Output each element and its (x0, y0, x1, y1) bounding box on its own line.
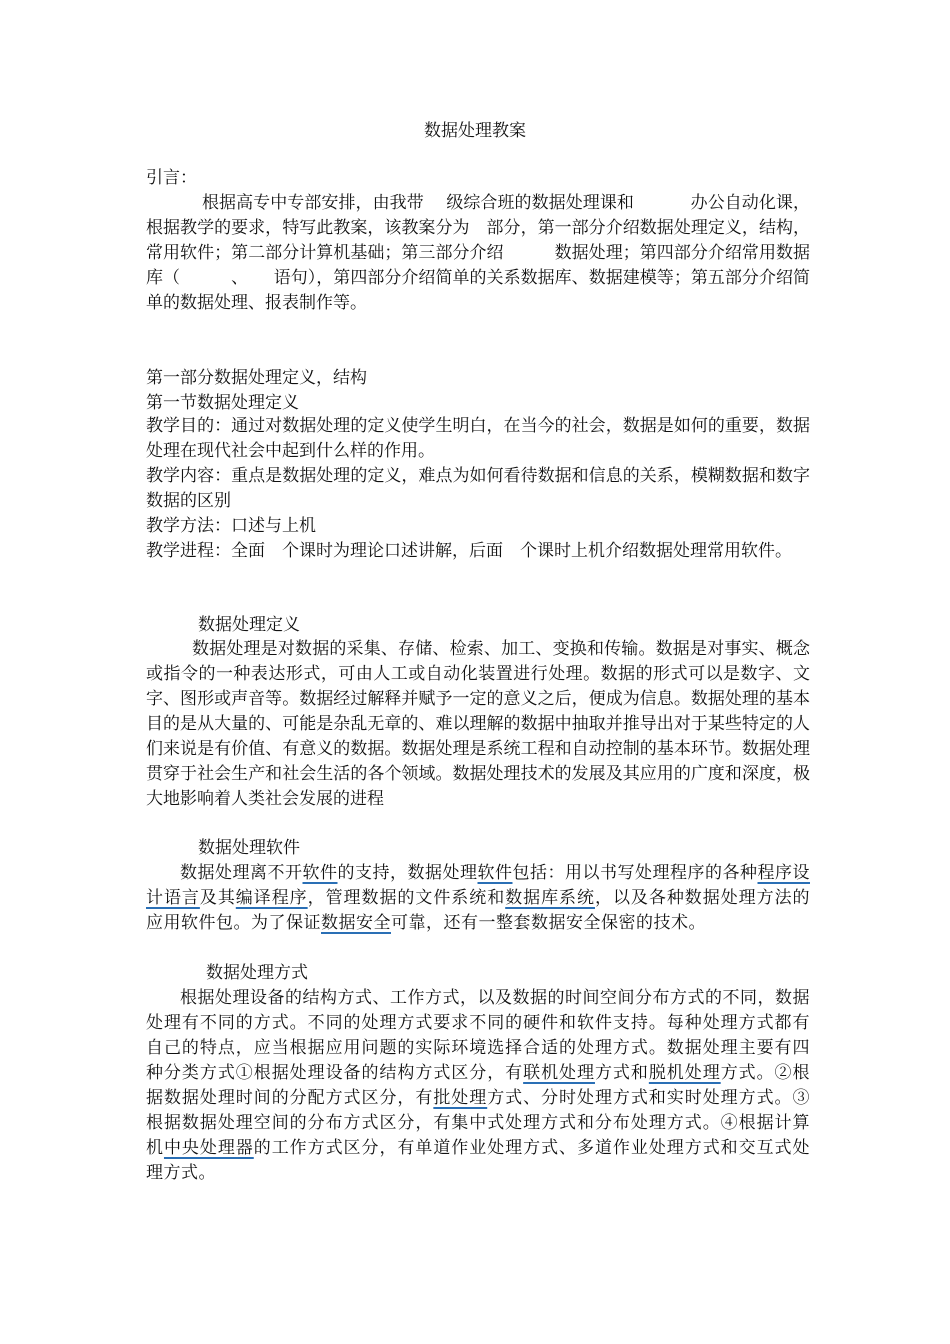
software-text: ，管理数据的文件系统和 (307, 888, 506, 908)
section1-heading: 第一节数据处理定义 (146, 393, 299, 413)
mode-paragraph (146, 986, 810, 1186)
intro-paragraph: 根据高专中专部安排，由我带 级综合班的数据处理课和 办公自动化课，根据教学的要求，特写此教案，该教案分为 部分，第一部分介绍数据处理定义，结构，常用软件；第二部分计算机基础；第三部分介绍 数据处理；第四部分介绍常用数据库（ 、 语句），第四部分介绍简单的关系数据库、数据建模等；第五部分介绍简单的数据处理、报表制作等。 (146, 193, 810, 313)
definition-paragraph: 数据处理是对数据的采集、存储、检索、加工、变换和传输。数据是对事实、概念或指令的一种表达形式，可由人工或自动化装置进行处理。数据的形式可以是数字、文字、图形或声音等。数据经过解释并赋予一定的意义之后，便成为信息。数据处理的基本目的是从大量的、可能是杂乱无章的、难以理解的数据中抽取并推导出对于某些特定的人们来说是有价值、有意义的数据。数据处理是系统工程和自动控制的基本环节。数据处理贯穿于社会生产和社会生活的各个领域。数据处理技术的发展及其应用的广度和深度，极大地影响着人类社会发展的进程 (146, 639, 810, 809)
software-text: ，以及各种数据处理方法的应用软件包。为了保证 (146, 888, 811, 933)
software-text: 的支持，数据处理 (337, 863, 478, 883)
mode-text: 方式和 (594, 1063, 649, 1083)
software-heading: 数据处理软件 (198, 838, 300, 858)
mode-text: 方式。②根据数据处理时间的分配方式区分，有 (146, 1063, 811, 1108)
programming-language-link[interactable]: 程序设计语言 (146, 863, 810, 908)
mode-text: 的工作方式区分，有单道作业处理方式、多道作业处理方式和交互式处理方式。 (146, 1138, 811, 1183)
software-text: 可靠，还有一整套数据安全保密的技术。 (391, 913, 706, 933)
document-title: 数据处理教案 (424, 121, 526, 141)
cpu-link[interactable]: 中央处理器 (163, 1138, 254, 1158)
batch-processing-link[interactable]: 批处理 (433, 1088, 488, 1108)
mode-heading: 数据处理方式 (206, 963, 308, 983)
online-processing-link[interactable]: 联机处理 (523, 1063, 595, 1083)
software-text: 数据处理离不开 (180, 863, 303, 883)
data-security-link[interactable]: 数据安全 (321, 913, 391, 933)
teaching-process: 教学进程：全面 个课时为理论口述讲解，后面 个课时上机介绍数据处理常用软件。 (146, 541, 792, 561)
software-link[interactable]: 软件 (477, 863, 513, 883)
offline-processing-link[interactable]: 脱机处理 (648, 1063, 721, 1083)
definition-heading: 数据处理定义 (198, 615, 300, 635)
part1-heading: 第一部分数据处理定义，结构 (146, 368, 367, 388)
database-system-link[interactable]: 数据库系统 (505, 888, 595, 908)
intro-label: 引言： (146, 168, 197, 188)
software-text: 包括：用以书写处理程序的各种 (512, 863, 758, 883)
mode-text: 根据处理设备的结构方式、工作方式，以及数据的时间空间分布方式的不同，数据处理有不同的方式。不同的处理方式要求不同的硬件和软件支持。每种处理方式都有自己的特点，应当根据应用问题的实际环境选择合适的处理方式。数据处理主要有四种分类方式①根据处理设备的结构方式区分，有 (146, 988, 810, 1083)
software-paragraph (146, 861, 810, 936)
compiler-link[interactable]: 编译程序 (235, 888, 308, 908)
teaching-goal: 教学目的：通过对数据处理的定义使学生明白，在当今的社会，数据是如何的重要，数据处理在现代社会中起到什么样的作用。 (146, 416, 810, 461)
mode-text: 方式、分时处理方式和实时处理方式。③根据数据处理空间的分布方式区分，有集中式处理方式和分布处理方式。④根据计算机 (146, 1088, 811, 1158)
teaching-content: 教学内容：重点是数据处理的定义，难点为如何看待数据和信息的关系，模糊数据和数字数据的区别 (146, 466, 810, 511)
teaching-method: 教学方法：口述与上机 (146, 516, 316, 536)
software-link[interactable]: 软件 (302, 863, 338, 883)
software-text: 及其 (199, 888, 236, 908)
